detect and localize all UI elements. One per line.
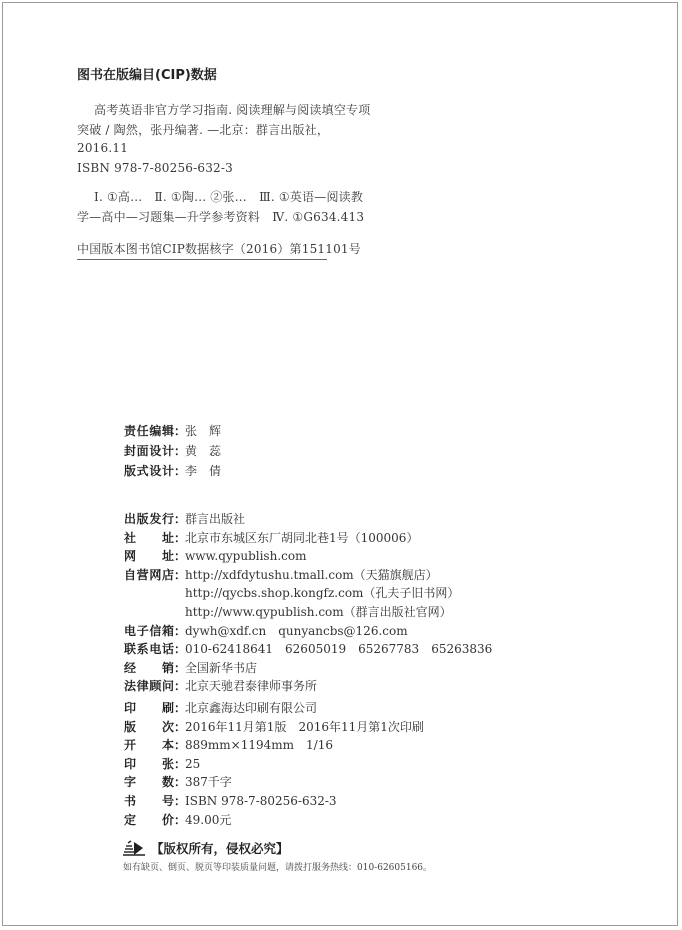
label-char: 网	[149, 567, 162, 582]
label-char: 刷	[161, 701, 174, 715]
label-char: 计	[161, 444, 174, 458]
label-colon: ：	[174, 738, 187, 753]
printing-value: ISBN 978-7-80256-632-3	[185, 794, 337, 808]
label-char: 张	[161, 756, 174, 771]
label-char: 自	[124, 567, 137, 582]
label-char: 律	[136, 679, 149, 694]
label-colon: ：	[174, 530, 187, 545]
editor-label	[124, 443, 174, 459]
publisher-value: http://qycbs.shop.kongfz.com（孔夫子旧书网）	[185, 586, 460, 601]
publisher-label	[124, 641, 174, 657]
publisher-label	[124, 567, 174, 583]
label-char: 网	[124, 549, 137, 564]
label-char: 设	[149, 464, 162, 478]
label-char: 经	[124, 660, 137, 675]
label-char: 信	[149, 623, 162, 638]
cip-divider	[77, 259, 327, 260]
cip-heading: 图书在版编目(CIP)数据	[77, 68, 217, 83]
label-char: 发	[149, 512, 162, 526]
label-colon: ：	[174, 444, 187, 458]
label-char: 址	[161, 549, 174, 564]
label-char: 号	[161, 794, 174, 808]
label-char: 计	[161, 464, 174, 478]
editor-label	[124, 423, 174, 439]
publisher-logo-icon	[121, 839, 147, 857]
publisher-value: dywh@xdf.cn qunyancbs@126.com	[185, 623, 408, 638]
label-char: 开	[124, 738, 137, 753]
printing-value: 49.00元	[185, 812, 232, 827]
cip-title-line-1: 高考英语非官方学习指南. 阅读理解与阅读填空专项	[94, 103, 371, 117]
label-char: 营	[136, 567, 149, 582]
publisher-label	[124, 548, 174, 564]
publisher-value: 010-62418641 62605019 65267783 65263836	[185, 642, 493, 657]
label-colon: ：	[174, 794, 187, 808]
printing-label	[124, 756, 174, 772]
editor-value: 黄 蕊	[185, 444, 222, 458]
label-char: 辑	[161, 424, 174, 438]
label-char: 箱	[161, 623, 174, 638]
publisher-value: 群言出版社	[185, 512, 246, 526]
printing-value: 889mm×1194mm 1/16	[185, 738, 333, 753]
label-colon: ：	[174, 464, 187, 478]
label-colon: ：	[174, 642, 187, 657]
printing-label	[124, 774, 174, 790]
label-colon: ：	[174, 549, 187, 564]
publisher-value: 北京天驰君泰律师事务所	[185, 679, 318, 694]
label-char: 价	[161, 812, 174, 827]
publisher-label	[124, 530, 174, 546]
label-colon: ：	[174, 512, 187, 526]
label-char: 印	[124, 756, 137, 771]
label-colon: ：	[174, 567, 187, 582]
label-char: 电	[149, 642, 162, 657]
cip-year: 2016.11	[77, 141, 129, 155]
label-char: 联	[124, 642, 137, 657]
label-char: 版	[124, 719, 137, 734]
editor-value: 李 倩	[185, 464, 222, 478]
label-char: 销	[161, 660, 174, 675]
label-char: 顾	[149, 679, 162, 694]
cip-record-number: 中国版本图书馆CIP数据核字（2016）第151101号	[77, 242, 361, 256]
cip-isbn: ISBN 978-7-80256-632-3	[77, 161, 233, 175]
label-char: 封	[124, 444, 137, 458]
label-char: 面	[136, 444, 149, 458]
printing-label	[124, 793, 174, 809]
printing-value: 北京鑫海达印刷有限公司	[185, 701, 318, 715]
publisher-label	[124, 678, 174, 694]
printing-label	[124, 719, 174, 735]
label-char: 次	[161, 719, 174, 734]
publisher-value: http://www.qypublish.com（群言出版社官网）	[185, 605, 452, 619]
rights-notice: 【版权所有，侵权必究】	[151, 841, 289, 856]
label-char: 店	[161, 567, 174, 582]
label-colon: ：	[174, 756, 187, 771]
label-char: 址	[161, 530, 174, 545]
label-char: 本	[161, 738, 174, 753]
label-char: 式	[136, 464, 149, 478]
label-char: 行	[161, 512, 174, 526]
copyright-page	[2, 2, 678, 926]
label-char: 书	[124, 794, 137, 808]
label-char: 印	[124, 701, 137, 715]
label-char: 定	[124, 812, 137, 827]
publisher-value: www.qypublish.com	[185, 549, 307, 564]
label-char: 问	[161, 679, 174, 694]
publisher-label	[124, 660, 174, 676]
label-char: 版	[124, 464, 137, 478]
label-char: 设	[149, 444, 162, 458]
label-colon: ：	[174, 679, 187, 694]
printing-label	[124, 812, 174, 828]
label-char: 责	[124, 424, 137, 438]
cip-subject-line-2: 学—高中—习题集—升学参考资料 Ⅳ. ①G634.413	[77, 210, 365, 224]
label-colon: ：	[174, 660, 187, 675]
label-char: 系	[136, 642, 149, 657]
cip-subject-line-1: Ⅰ. ①高… Ⅱ. ①陶… ②张… Ⅲ. ①英语—阅读教	[94, 190, 364, 204]
printing-label	[124, 737, 174, 753]
editor-value: 张 辉	[185, 424, 222, 438]
printing-value: 25	[185, 756, 201, 771]
label-char: 话	[161, 642, 174, 657]
printing-label	[124, 700, 174, 716]
label-colon: ：	[174, 623, 187, 638]
printing-value: 387千字	[185, 775, 232, 790]
service-hotline: 如有缺页、倒页、脱页等印装质量问题，请拨打服务热线：010-62605166。	[123, 863, 433, 873]
label-colon: ：	[174, 719, 187, 734]
publisher-value: http://xdfdytushu.tmall.com（天猫旗舰店）	[185, 567, 438, 582]
label-char: 法	[124, 679, 137, 694]
publisher-label	[124, 623, 174, 639]
label-char: 字	[124, 775, 137, 790]
label-char: 社	[124, 530, 137, 545]
label-colon: ：	[174, 424, 187, 438]
editor-label	[124, 463, 174, 479]
label-char: 数	[161, 775, 174, 790]
label-char: 电	[124, 623, 137, 638]
publisher-value: 全国新华书店	[185, 660, 258, 675]
publisher-label	[124, 511, 174, 527]
label-char: 编	[149, 424, 162, 438]
label-colon: ：	[174, 812, 187, 827]
publisher-value: 北京市东城区东厂胡同北巷1号（100006）	[185, 530, 419, 545]
label-char: 版	[136, 512, 149, 526]
cip-title-line-2: 突破 / 陶然，张丹编著. —北京：群言出版社，	[77, 123, 330, 137]
label-char: 出	[124, 512, 137, 526]
printing-value: 2016年11月第1版 2016年11月第1次印刷	[185, 719, 424, 734]
label-colon: ：	[174, 701, 187, 715]
label-char: 子	[136, 623, 149, 638]
label-colon: ：	[174, 775, 187, 790]
label-char: 任	[136, 424, 149, 438]
